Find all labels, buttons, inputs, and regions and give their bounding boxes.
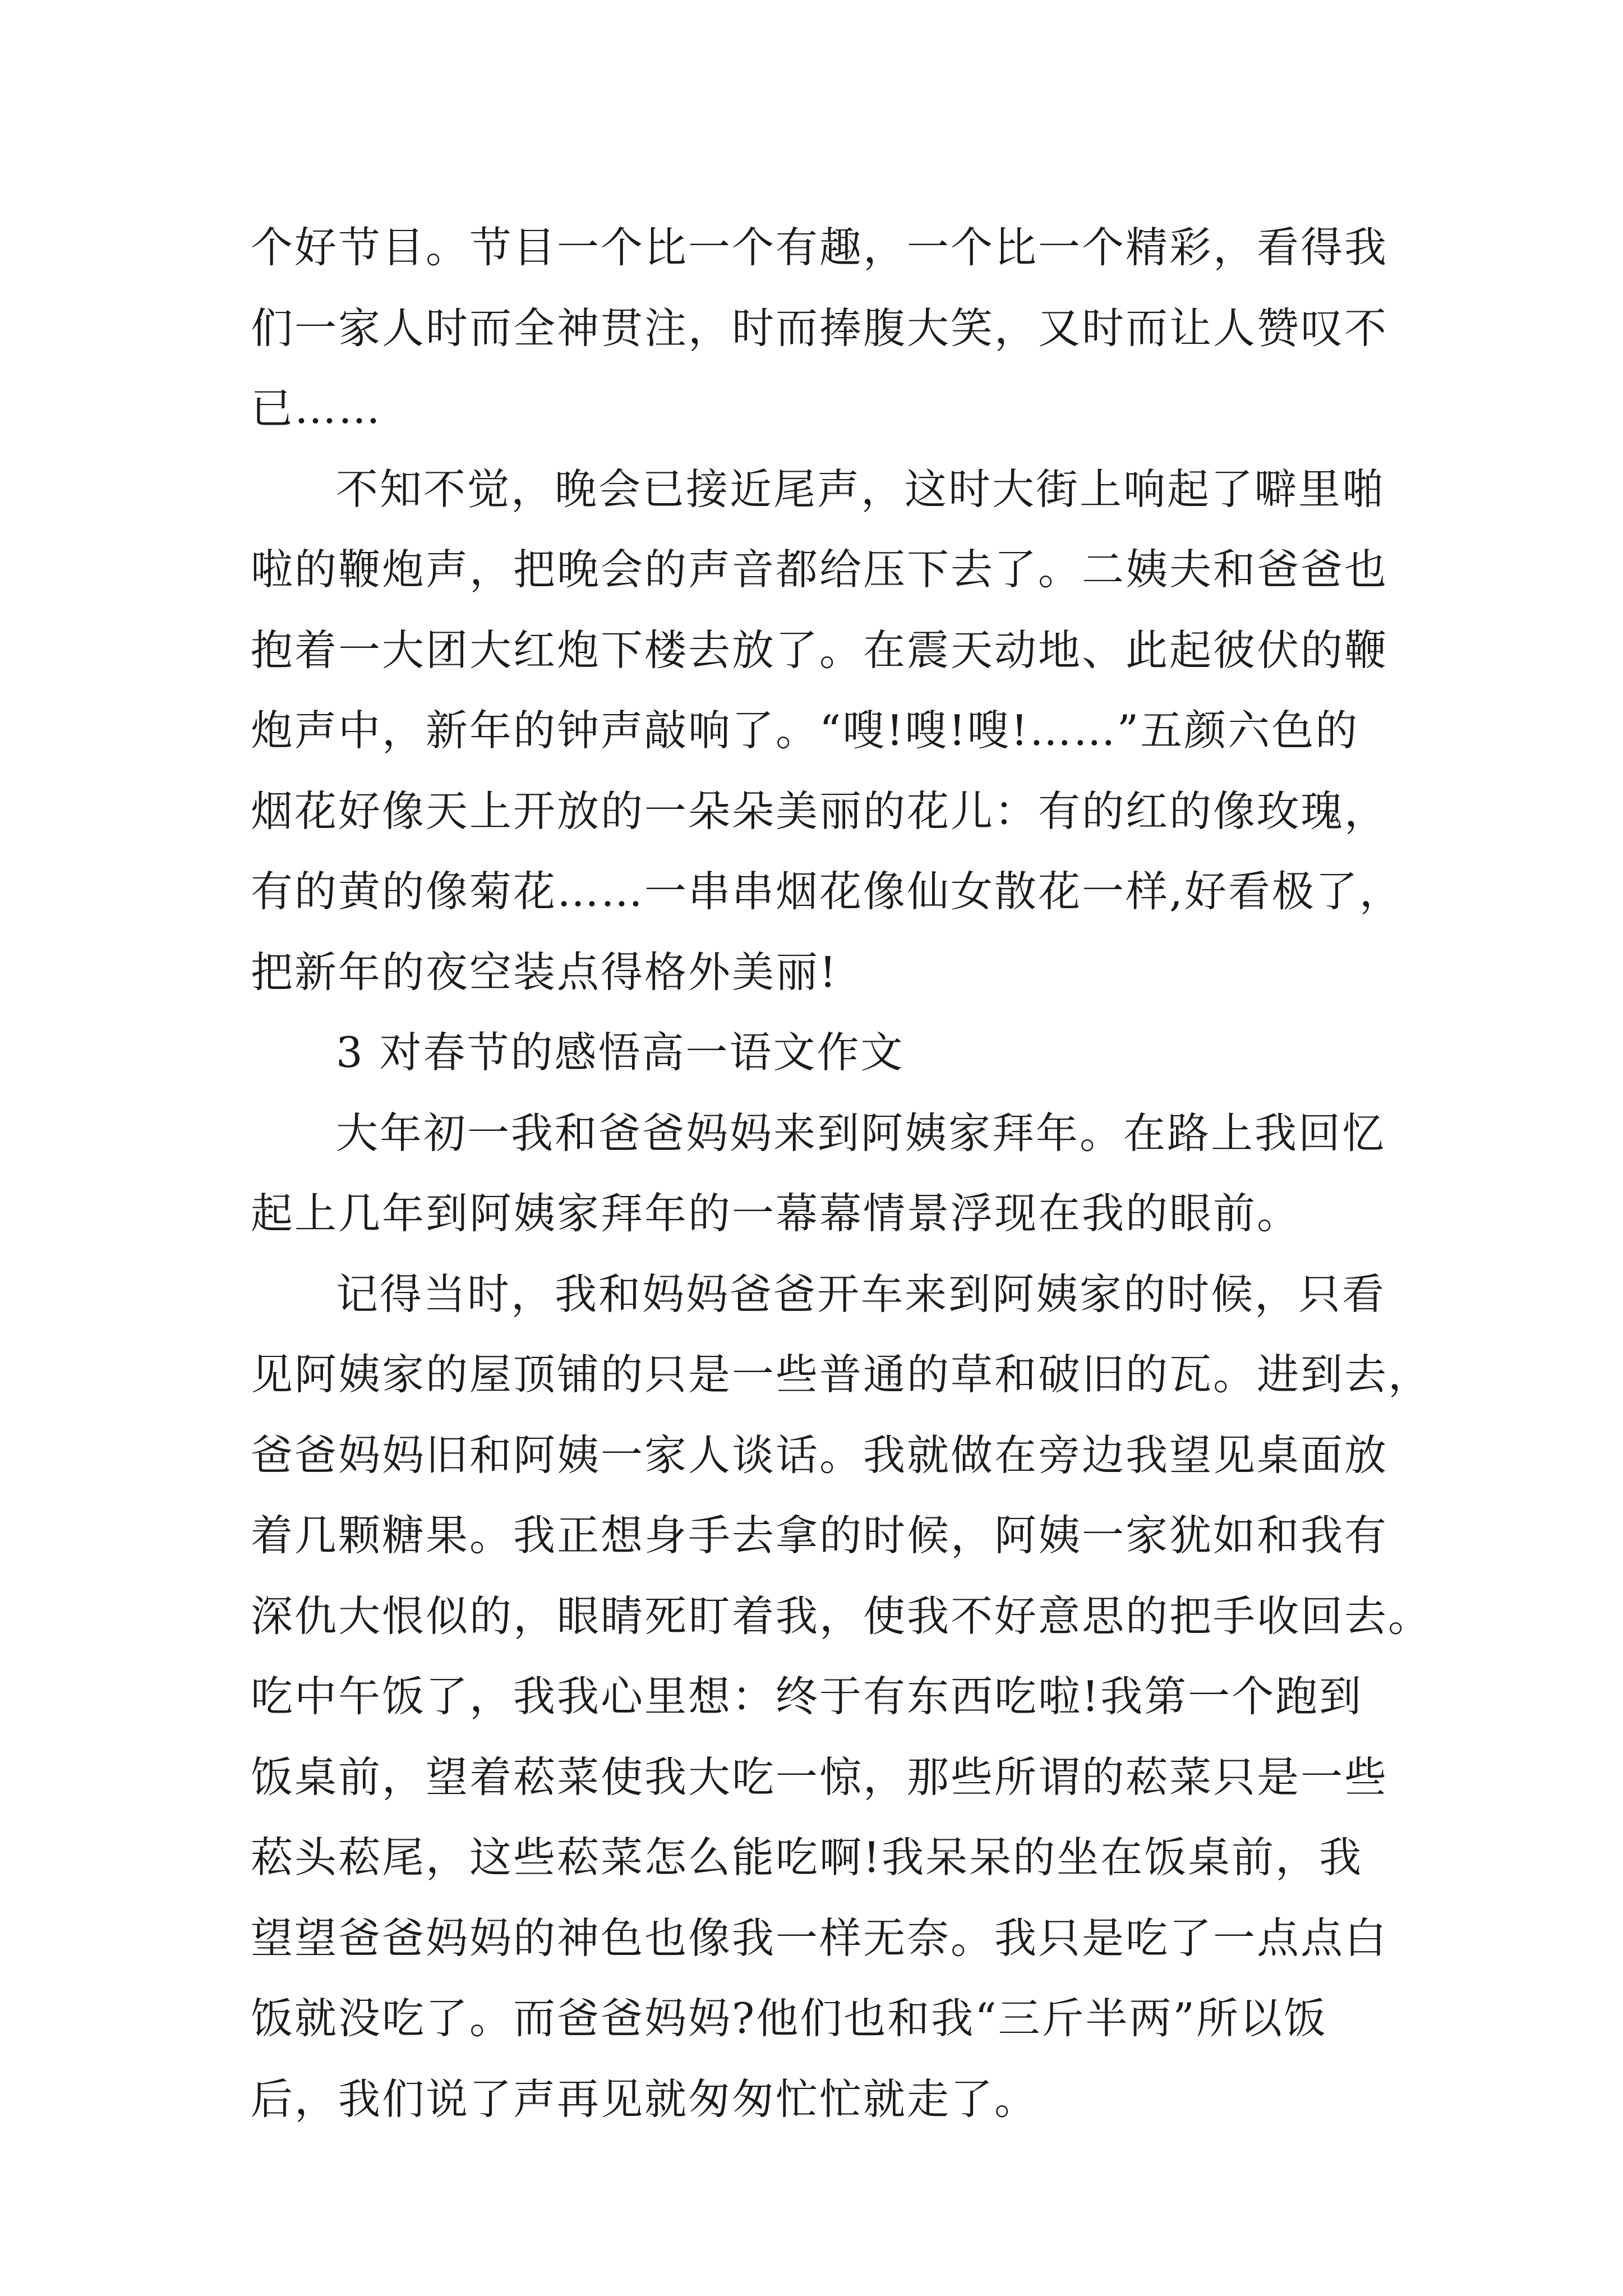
text-line: 吃中午饭了，我我心里想：终于有东西吃啦!我第一个跑到 (251, 1672, 1363, 1721)
text-line: 把新年的夜空装点得格外美丽! (251, 947, 838, 997)
text-line: 有的黄的像菊花……一串串烟花像仙女散花一样,好看极了， (251, 867, 1403, 916)
text-line: 3 对春节的感悟高一语文作文 (336, 1028, 905, 1077)
text-line: 菘头菘尾，这些菘菜怎么能吃啊!我呆呆的坐在饭桌前，我 (251, 1833, 1363, 1882)
text-line: 后，我们说了声再见就匆匆忙忙就走了。 (251, 2074, 1039, 2124)
text-line: 啦的鞭炮声，把晚会的声音都给压下去了。二姨夫和爸爸也 (251, 545, 1389, 594)
text-line: 抱着一大团大红炮下楼去放了。在震天动地、此起彼伏的鞭 (251, 625, 1389, 675)
text-line: 已…… (251, 384, 382, 433)
text-line: 见阿姨家的屋顶铺的只是一些普通的草和破旧的瓦。进到去， (251, 1350, 1432, 1399)
text-line: 望望爸爸妈妈的神色也像我一样无奈。我只是吃了一点点白 (251, 1913, 1389, 1963)
text-line: 着几颗糖果。我正想身手去拿的时候，阿姨一家犹如和我有 (251, 1511, 1389, 1560)
text-line: 们一家人时而全神贯注，时而捧腹大笑，又时而让人赞叹不 (251, 303, 1389, 353)
text-line: 饭就没吃了。而爸爸妈妈?他们也和我“三斤半两”所以饭 (251, 1994, 1327, 2043)
text-line: 炮声中，新年的钟声敲响了。“嗖!嗖!嗖!……”五颜六色的 (251, 706, 1359, 755)
text-line: 记得当时，我和妈妈爸爸开车来到阿姨家的时候，只看 (336, 1269, 1386, 1319)
text-line: 饭桌前，望着菘菜使我大吃一惊，那些所谓的菘菜只是一些 (251, 1752, 1389, 1802)
text-line: 爸爸妈妈旧和阿姨一家人谈话。我就做在旁边我望见桌面放 (251, 1430, 1389, 1480)
text-line: 深仇大恨似的，眼睛死盯着我，使我不好意思的把手收回去。 (251, 1591, 1432, 1641)
text-line: 不知不觉，晚会已接近尾声，这时大街上响起了噼里啪 (336, 464, 1386, 514)
text-line: 个好节目。节目一个比一个有趣，一个比一个精彩，看得我 (251, 223, 1389, 272)
text-line: 起上几年到阿姨家拜年的一幕幕情景浮现在我的眼前。 (251, 1189, 1301, 1238)
text-line: 大年初一我和爸爸妈妈来到阿姨家拜年。在路上我回忆 (336, 1108, 1386, 1158)
text-line: 烟花好像天上开放的一朵朵美丽的花儿：有的红的像玫瑰， (251, 786, 1389, 836)
document-body (251, 208, 1432, 2139)
